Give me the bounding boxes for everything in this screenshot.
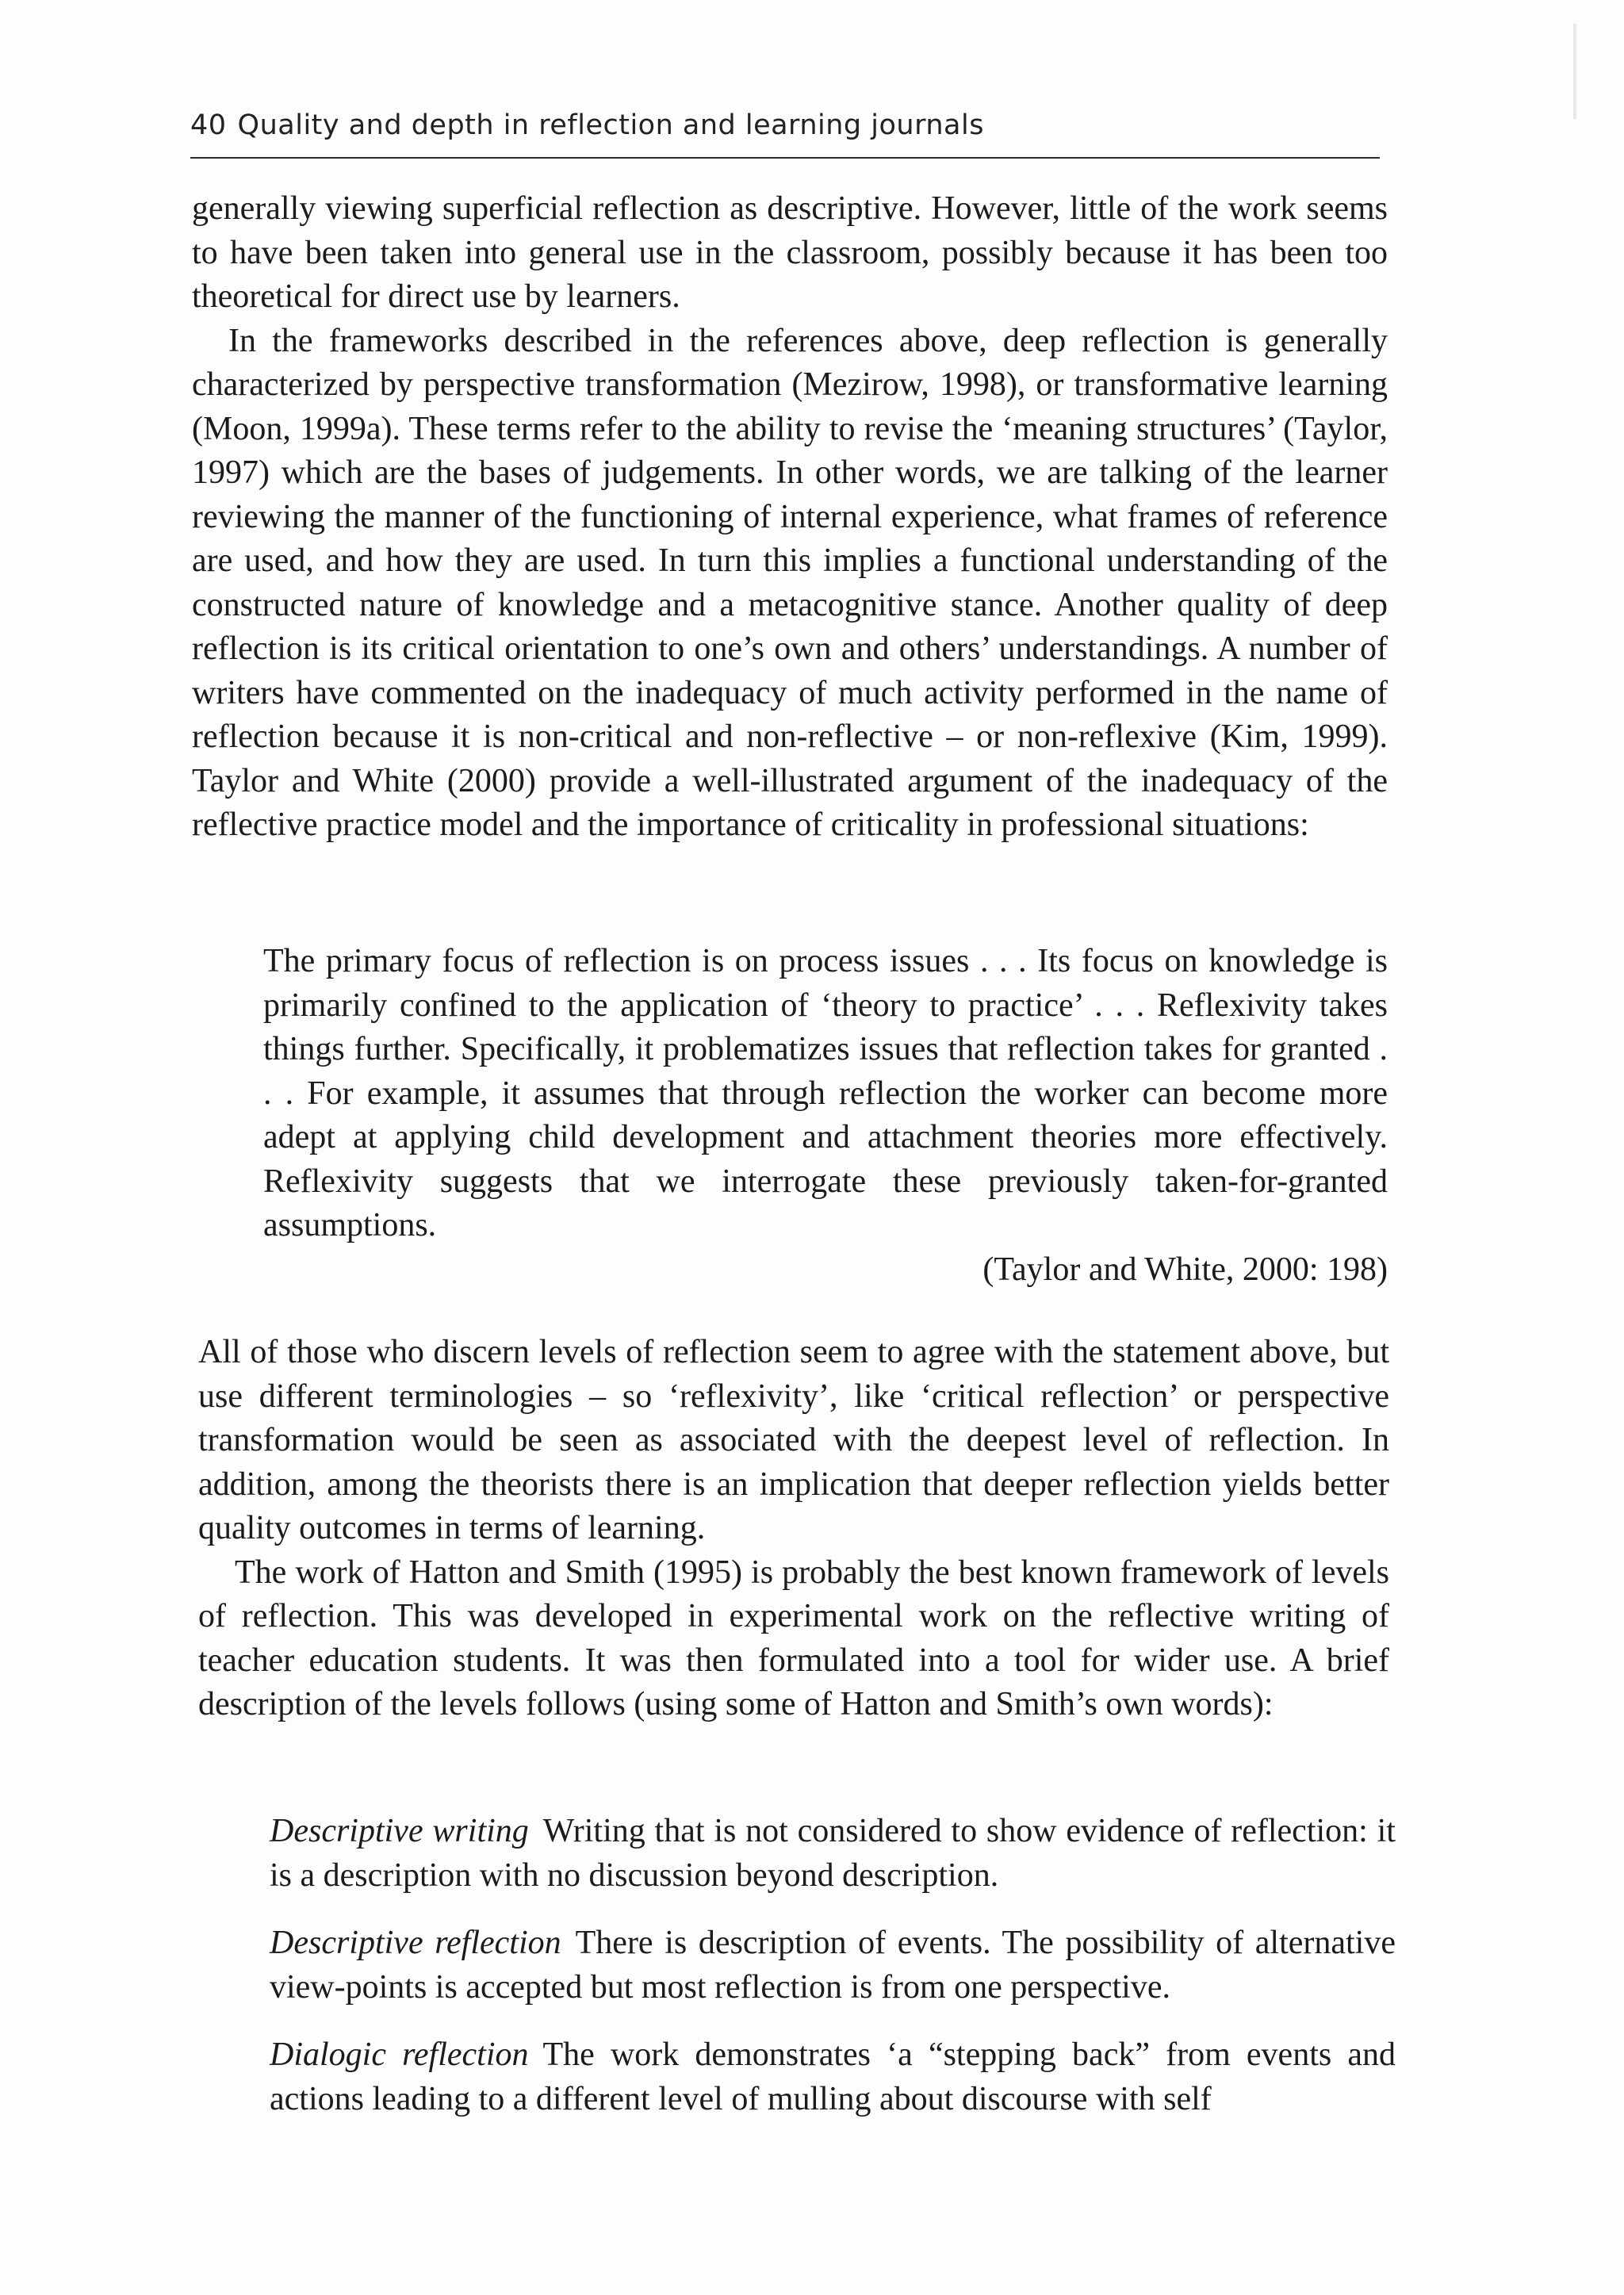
paragraph-levels-agreement: All of those who discern levels of reflection seem to agree with the statement above, but use different terminologies – so ‘reflexivity’, like ‘critical reflection’ or perspective transformation would be seen as associated with the deepest level of reflection. In addition, among the theorists there is an implication that deeper reflection yields better quality outcomes in terms of learning. — [198, 1334, 1389, 1546]
level-term: Descriptive writing — [270, 1813, 529, 1849]
body-text-middle — [198, 1331, 1389, 1727]
quote-text: The primary focus of reflection is on process issues . . . Its focus on knowledge is primarily confined to the application of ‘theory to practice’ . . . Reflexivity takes things further. Specifically, it problematizes issues that reflection takes for granted . . . For example, it assumes that through reflection the worker can become more adept at applying child development and attachment theories more effectively. Reflexivity suggests that we interrogate these previously taken-for-granted assumptions. — [263, 943, 1388, 1243]
body-text-top — [192, 187, 1388, 848]
paragraph-deep-reflection: In the frameworks described in the references above, deep reflection is generally characterized by perspective transformation (Mezirow, 1998), or transformative learning (Moon, 1999a). These terms refer to the ability to revise the ‘meaning structures’ (Taylor, 1997) which are the bases of judgements. In other words, we are talking of the learner reviewing the manner of the functioning of internal experience, what frames of reference are used, and how they are used. In turn this implies a functional understanding of the constructed nature of knowledge and a metacognitive stance. Another quality of deep reflection is its critical orientation to one’s own and others’ understandings. A number of writers have commented on the inadequacy of much activity performed in the name of reflection because it is non-critical and non-reflective – or non-reflexive (Kim, 1999). Taylor and White (2000) provide a well-illustrated argument of the inadequacy of the reflective practice model and the importance of criticality in professional situations: — [192, 322, 1388, 843]
level-item — [270, 2033, 1396, 2121]
paragraph-hatton-smith: The work of Hatton and Smith (1995) is probably the best known framework of levels of reflection. This was developed in experimental work on the reflective writing of teacher education students. It was then formulated into a tool for wider use. A brief description of the levels follows (using some of Hatton and Smith’s own words): — [198, 1554, 1389, 1722]
running-head — [190, 109, 1380, 159]
level-description: The work demonstrates ‘a “stepping back” from events and actions leading to a different level of mulling about discourse with self — [270, 2036, 1396, 2117]
level-item — [270, 1810, 1396, 1898]
page-number: 40 — [190, 109, 227, 141]
paragraph-continuation: generally viewing superficial reflection as descriptive. However, little of the work seems to have been taken into general use in the classroom, possibly because it has been too theoretical for direct use by learners. — [192, 190, 1388, 315]
levels-list — [270, 1810, 1396, 2145]
quote-citation: (Taylor and White, 2000: 198) — [982, 1251, 1388, 1288]
level-description: There is description of events. The possibility of alternative view-points is accepted but most reflection is from one perspective. — [270, 1925, 1396, 2006]
level-term: Descriptive reflection — [270, 1925, 561, 1961]
level-description: Writing that is not considered to show evidence of reflection: it is a description with no discussion beyond description. — [270, 1813, 1396, 1894]
level-item — [270, 1921, 1396, 2010]
level-term: Dialogic reflection — [270, 2036, 529, 2073]
block-quote — [263, 940, 1388, 1292]
running-title: Quality and depth in reflection and learning journals — [237, 109, 984, 141]
scan-edge-mark — [1573, 24, 1576, 119]
